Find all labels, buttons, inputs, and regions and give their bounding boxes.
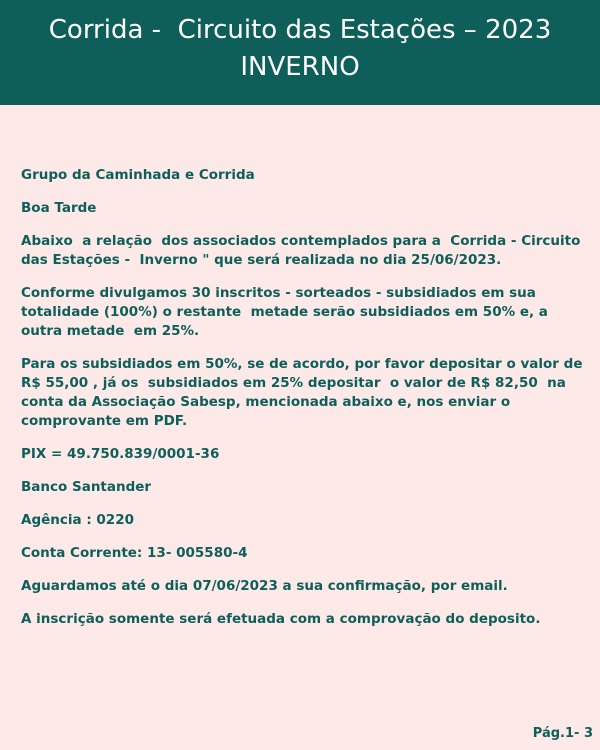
- registration-note: A inscrição somente será efetuada com a comprovação do deposito.: [21, 611, 541, 627]
- intro-paragraph: Abaixo a relação dos associados contemplados para a Corrida - Circuito das Estações - Inverno " que será realizada no dia 25/06/2023.: [21, 233, 586, 268]
- document-subtitle: INVERNO: [240, 52, 360, 82]
- group-name: Grupo da Caminhada e Corrida: [21, 167, 255, 183]
- document-header: [0, 0, 600, 105]
- pix-key: PIX = 49.750.839/0001-36: [21, 446, 220, 462]
- deadline-paragraph: Aguardamos até o dia 07/06/2023 a sua confirmação, por email.: [21, 578, 508, 594]
- page-number: Pág.1- 3: [532, 726, 593, 741]
- selection-paragraph: Conforme divulgamos 30 inscritos - sorteados - subsidiados em sua totalidade (100%) o restante metade serão subsidiados em 50% e, a outra metade em 25%.: [21, 285, 553, 339]
- document-title: Corrida - Circuito das Estações – 2023: [48, 15, 552, 45]
- bank-agency: Agência : 0220: [21, 512, 134, 528]
- payment-paragraph: Para os subsidiados em 50%, se de acordo, por favor depositar o valor de R$ 55,00 , já os subsidiados em 25% depositar o valor de R$ 82,50 na conta da Associação Sabesp, mencionada abaixo e, nos enviar o comprovante em PDF.: [21, 356, 588, 429]
- greeting: Boa Tarde: [21, 200, 97, 216]
- bank-account: Conta Corrente: 13- 005580-4: [21, 545, 248, 561]
- bank-name: Banco Santander: [21, 479, 152, 495]
- document-body: [21, 166, 593, 643]
